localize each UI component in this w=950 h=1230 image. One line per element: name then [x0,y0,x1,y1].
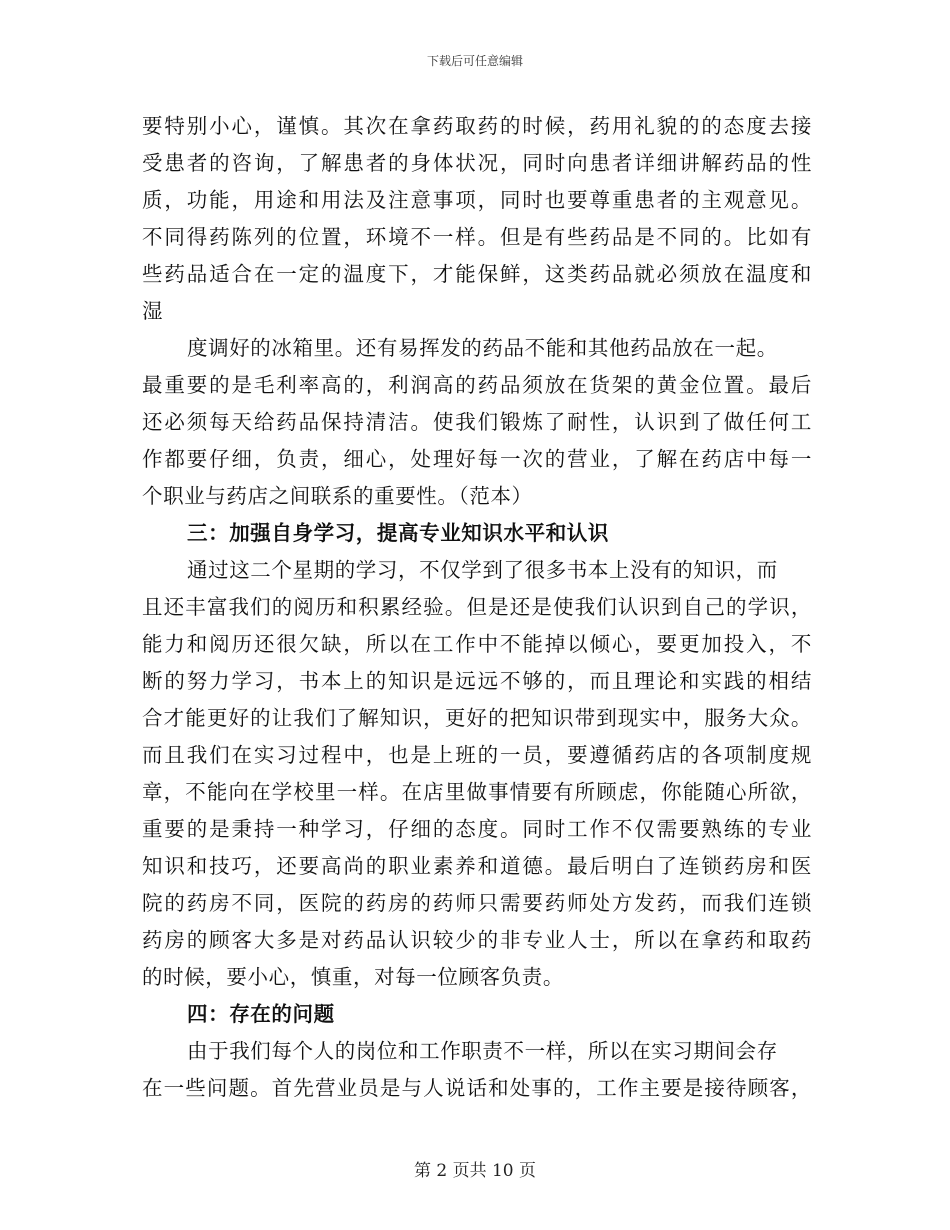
body-line: 的时候，要小心，慎重，对每一位顾客负责。 [142,965,564,989]
paragraph-start-line: 通过这二个星期的学习，不仅学到了很多书本上没有的知识，而 [187,558,778,582]
body-line: 些药品适合在一定的温度下，才能保鲜，这类药品就必须放在温度和 [142,262,812,286]
paragraph-start-line: 度调好的冰箱里。还有易挥发的药品不能和其他药品放在一起。 [187,336,778,360]
body-line: 在一些问题。首先营业员是与人说话和处事的，工作主要是接待顾客， [142,1076,812,1100]
body-line: 药房的顾客大多是对药品认识较少的非专业人士，所以在拿药和取药 [142,928,812,952]
body-line: 能力和阅历还很欠缺，所以在工作中不能掉以倾心，要更加投入，不 [142,632,812,656]
body-line: 断的努力学习，书本上的知识是远远不够的，而且理论和实践的相结 [142,669,812,693]
body-line: 重要的是秉持一种学习，仔细的态度。同时工作不仅需要熟练的专业 [142,817,812,841]
page-header: 下载后可任意编辑 [426,54,523,68]
body-line: 湿 [142,299,164,323]
body-line: 质，功能，用途和用法及注意事项，同时也要尊重患者的主观意见。 [142,188,812,212]
body-line: 知识和技巧，还要高尚的职业素养和道德。最后明白了连锁药房和医 [142,854,812,878]
body-line: 而且我们在实习过程中，也是上班的一员，要遵循药店的各项制度规 [142,743,812,767]
page-number: 第 2 页共 10 页 [413,1161,537,1181]
body-line: 合才能更好的让我们了解知识，更好的把知识带到现实中，服务大众。 [142,706,812,730]
section-heading: 三：加强自身学习，提高专业知识水平和认识 [187,521,609,545]
body-line: 最重要的是毛利率高的，利润高的药品须放在货架的黄金位置。最后 [142,373,812,397]
paragraph-start-line: 由于我们每个人的岗位和工作职责不一样，所以在实习期间会存 [187,1039,778,1063]
section-heading: 四：存在的问题 [187,1002,335,1026]
body-line: 要特别小心，谨慎。其次在拿药取药的时候，药用礼貌的的态度去接 [142,114,812,138]
body-line: 不同得药陈列的位置，环境不一样。但是有些药品是不同的。比如有 [142,225,812,249]
body-line: 且还丰富我们的阅历和积累经验。但是还是使我们认识到自己的学识， [142,595,812,619]
body-line: 个职业与药店之间联系的重要性。（范本） [142,484,533,508]
body-line: 章，不能向在学校里一样。在店里做事情要有所顾虑，你能随心所欲， [142,780,812,804]
body-line: 还必须每天给药品保持清洁。使我们锻炼了耐性，认识到了做任何工 [142,410,812,434]
body-line: 作都要仔细，负责，细心，处理好每一次的营业，了解在药店中每一 [142,447,812,471]
body-line: 院的药房不同，医院的药房的药师只需要药师处方发药，而我们连锁 [142,891,812,915]
body-line: 受患者的咨询，了解患者的身体状况，同时向患者详细讲解药品的性 [142,151,812,175]
document-body [142,108,812,1107]
